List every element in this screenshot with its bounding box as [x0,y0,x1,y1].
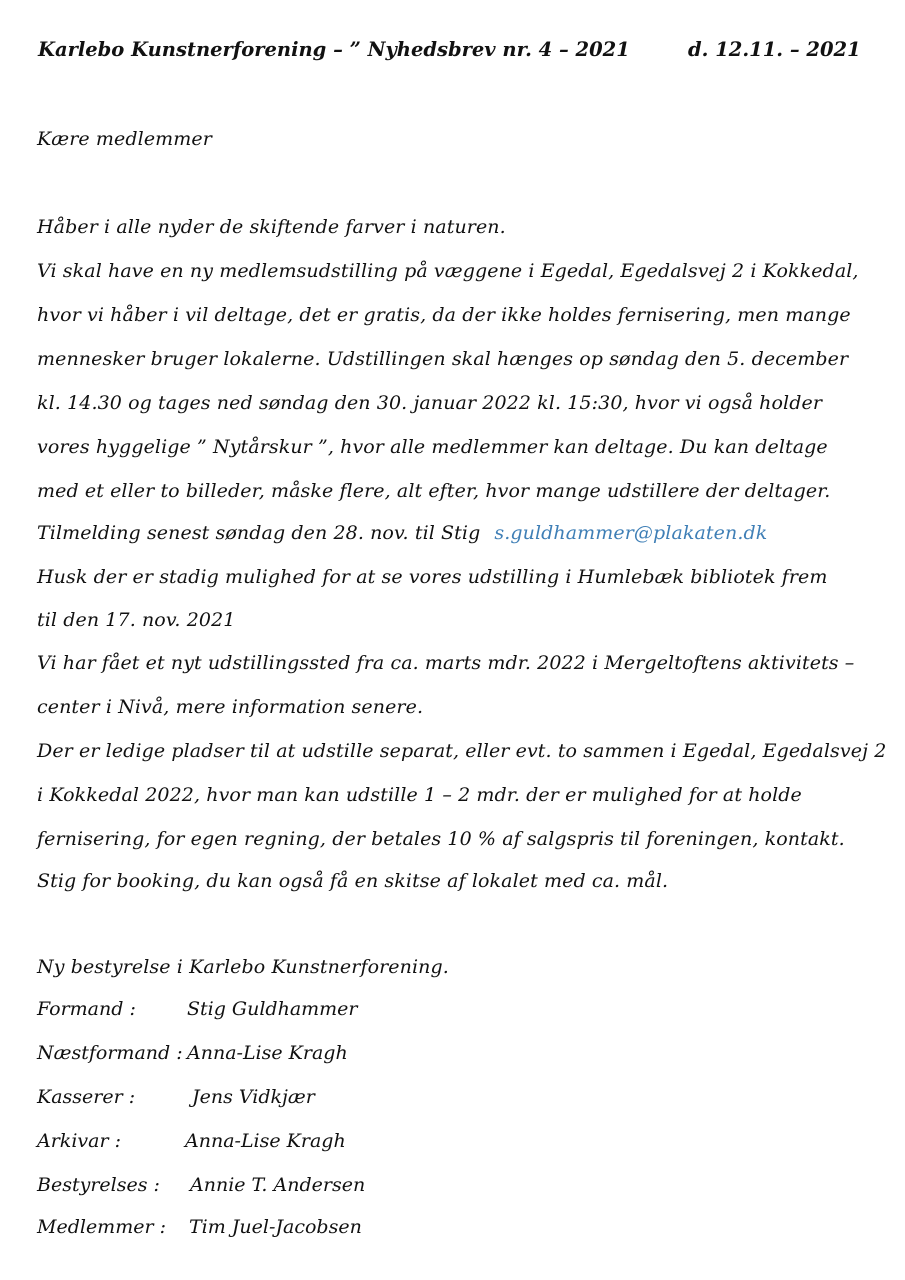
greeting: Kære medlemmer [37,128,212,150]
board-role: Formand : [37,998,136,1020]
board-name: Stig Guldhammer [187,998,358,1020]
board-name: Anna-Lise Kragh [187,1042,348,1064]
newsletter-title: Karlebo Kunstnerforening – ” Nyhedsbrev nr. 4 – 2021 [38,38,630,61]
board-role: Medlemmer : [37,1216,166,1238]
board-role: Bestyrelses : [37,1174,160,1196]
board-role: Næstformand : [37,1042,183,1064]
board-member-row [37,998,457,1028]
board-name: Annie T. Andersen [190,1174,366,1196]
board-member-row [37,1130,457,1160]
body-line: kl. 14.30 og tages ned søndag den 30. januar 2022 kl. 15:30, hvor vi også holder [37,392,823,414]
board-role: Arkivar : [37,1130,121,1152]
body-line: i Kokkedal 2022, hvor man kan udstille 1 – 2 mdr. der er mulighed for at holde [37,784,802,806]
board-member-row [37,1086,457,1116]
newsletter-date: d. 12.11. – 2021 [688,38,861,61]
board-name: Anna-Lise Kragh [185,1130,346,1152]
board-member-row [37,1174,457,1204]
board-name: Jens Vidkjær [192,1086,315,1108]
body-line: Håber i alle nyder de skiftende farver i naturen. [37,216,506,238]
board-heading: Ny bestyrelse i Karlebo Kunstnerforening. [37,956,449,978]
body-line: center i Nivå, mere information senere. [37,696,424,718]
body-line: med et eller to billeder, måske flere, alt efter, hvor mange udstillere der deltager. [37,480,831,502]
board-member-row [37,1216,457,1246]
email-link[interactable]: s.guldhammer@plakaten.dk [494,522,768,544]
body-line: mennesker bruger lokalerne. Udstillingen skal hænges op søndag den 5. december [37,348,849,370]
body-line: Husk der er stadig mulighed for at se vores udstilling i Humlebæk bibliotek frem [37,566,828,588]
body-line: hvor vi håber i vil deltage, det er gratis, da der ikke holdes fernisering, men mange [37,304,851,326]
body-line: fernisering, for egen regning, der betales 10 % af salgspris til foreningen, kontakt. [37,828,845,850]
body-line: vores hyggelige ” Nytårskur ”, hvor alle medlemmer kan deltage. Du kan deltage [37,436,828,458]
signup-line [37,522,767,544]
signup-text: Tilmelding senest søndag den 28. nov. til Stig [37,522,481,544]
body-line: Vi skal have en ny medlemsudstilling på væggene i Egedal, Egedalsvej 2 i Kokkedal, [37,260,859,282]
board-role: Kasserer : [37,1086,136,1108]
body-line: Stig for booking, du kan også få en skitse af lokalet med ca. mål. [37,870,669,892]
body-line: Der er ledige pladser til at udstille separat, eller evt. to sammen i Egedal, Egedalsvej 2 [37,740,887,762]
board-name: Tim Juel-Jacobsen [189,1216,362,1238]
body-line: til den 17. nov. 2021 [37,609,236,631]
body-line: Vi har fået et nyt udstillingssted fra ca. marts mdr. 2022 i Mergeltoftens aktivitets – [37,652,855,674]
board-member-row [37,1042,457,1072]
